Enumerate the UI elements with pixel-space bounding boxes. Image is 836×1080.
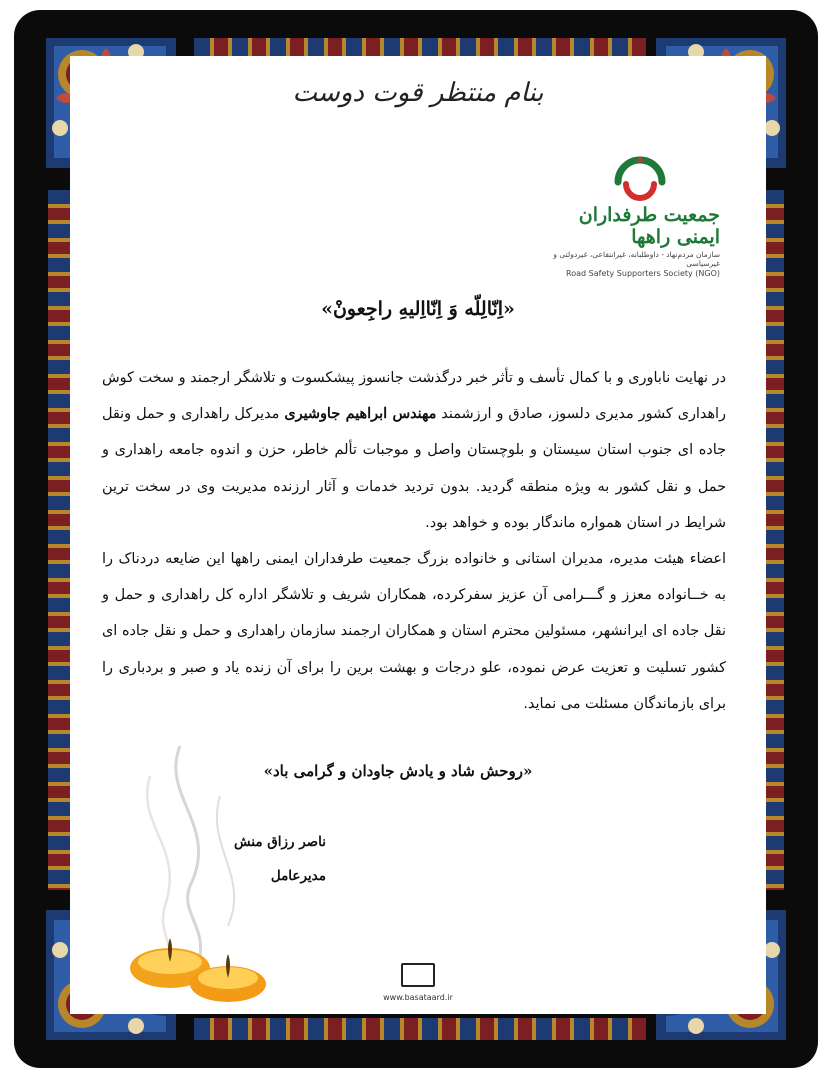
deceased-name: مهندس ابراهیم جاوشیری [284, 405, 437, 423]
basmala-header: بنام منتظر قوت دوست [292, 78, 544, 108]
road-safety-logo-icon [608, 148, 672, 202]
footer-logo-icon [401, 963, 435, 987]
footer-url: www.basataard.ir [383, 993, 453, 1002]
letter-paper [70, 56, 766, 1014]
signatory-title: مدیرعامل [270, 868, 326, 884]
frame-bottom-strip [194, 1018, 670, 1040]
paragraph-2: اعضاء هیئت مدیره، مدیران استانی و خانواده بزرگ جمعیت طرفداران ایمنی راهها این ضایعه دردناک را به خــانواده معزز و گـــرامی آن عزیز سفرکرده، همکاران شریف و تلاشگر اداره کل راهداری و حمل و نقل جاده ای ایرانشهر، مسئولین محترم استان و همکاران ارجمند سازمان راهداری و حمل و نقل جاده ای کشور تسلیت و تعزیت عرض نموده، علو درجات و بهشت برین را برای آن زنده یاد و صبر و بردباری را برای بازماندگان مسئلت می نماید. [102, 551, 726, 712]
logo-subtitle: سازمان مردم‌نهاد - داوطلبانه، غیرانتفاعی، غیردولتی و غیرسیاسی [553, 250, 720, 268]
organization-logo [550, 148, 720, 278]
footer-brand [70, 963, 766, 1002]
closing-line: «روحش شاد و یادش جاودان و گرامی باد» [263, 762, 533, 780]
signatory-name: ناصر رزاق منش [234, 834, 326, 850]
logo-english-name: Road Safety Supporters Society (NGO) [566, 269, 720, 278]
condolence-heading: «اِنّالِلّه وَ اِنّااِلیهِ راجِعونْ» [321, 298, 515, 320]
paragraph-1: در نهایت ناباوری و با کمال تأسف و تأثر خبر درگذشت جانسوز پیشکسوت و تلاشگر ارجمند و سخت کوش راهداری کشور مدیری دلسوز، صادق و ارزشمند مهندس ابراهیم جاوشیری مدیرکل راهداری و حمل ونقل جاده ای جنوب استان سیستان و بلوچستان واصل و موجبات تألم خاطر، حزن و اندوه جامعه راهداری و حمل و نقل کشور به ویژه منطقه گردید. بدون تردید خدمات و آثار ارزنده مدیریت وی در سخت ترین شرایط در استان همواره ماندگار بوده و خواهد بود. [102, 370, 727, 531]
letter-body [102, 360, 726, 722]
logo-title: جمعیت طرفداران ایمنی راهها [578, 204, 720, 248]
